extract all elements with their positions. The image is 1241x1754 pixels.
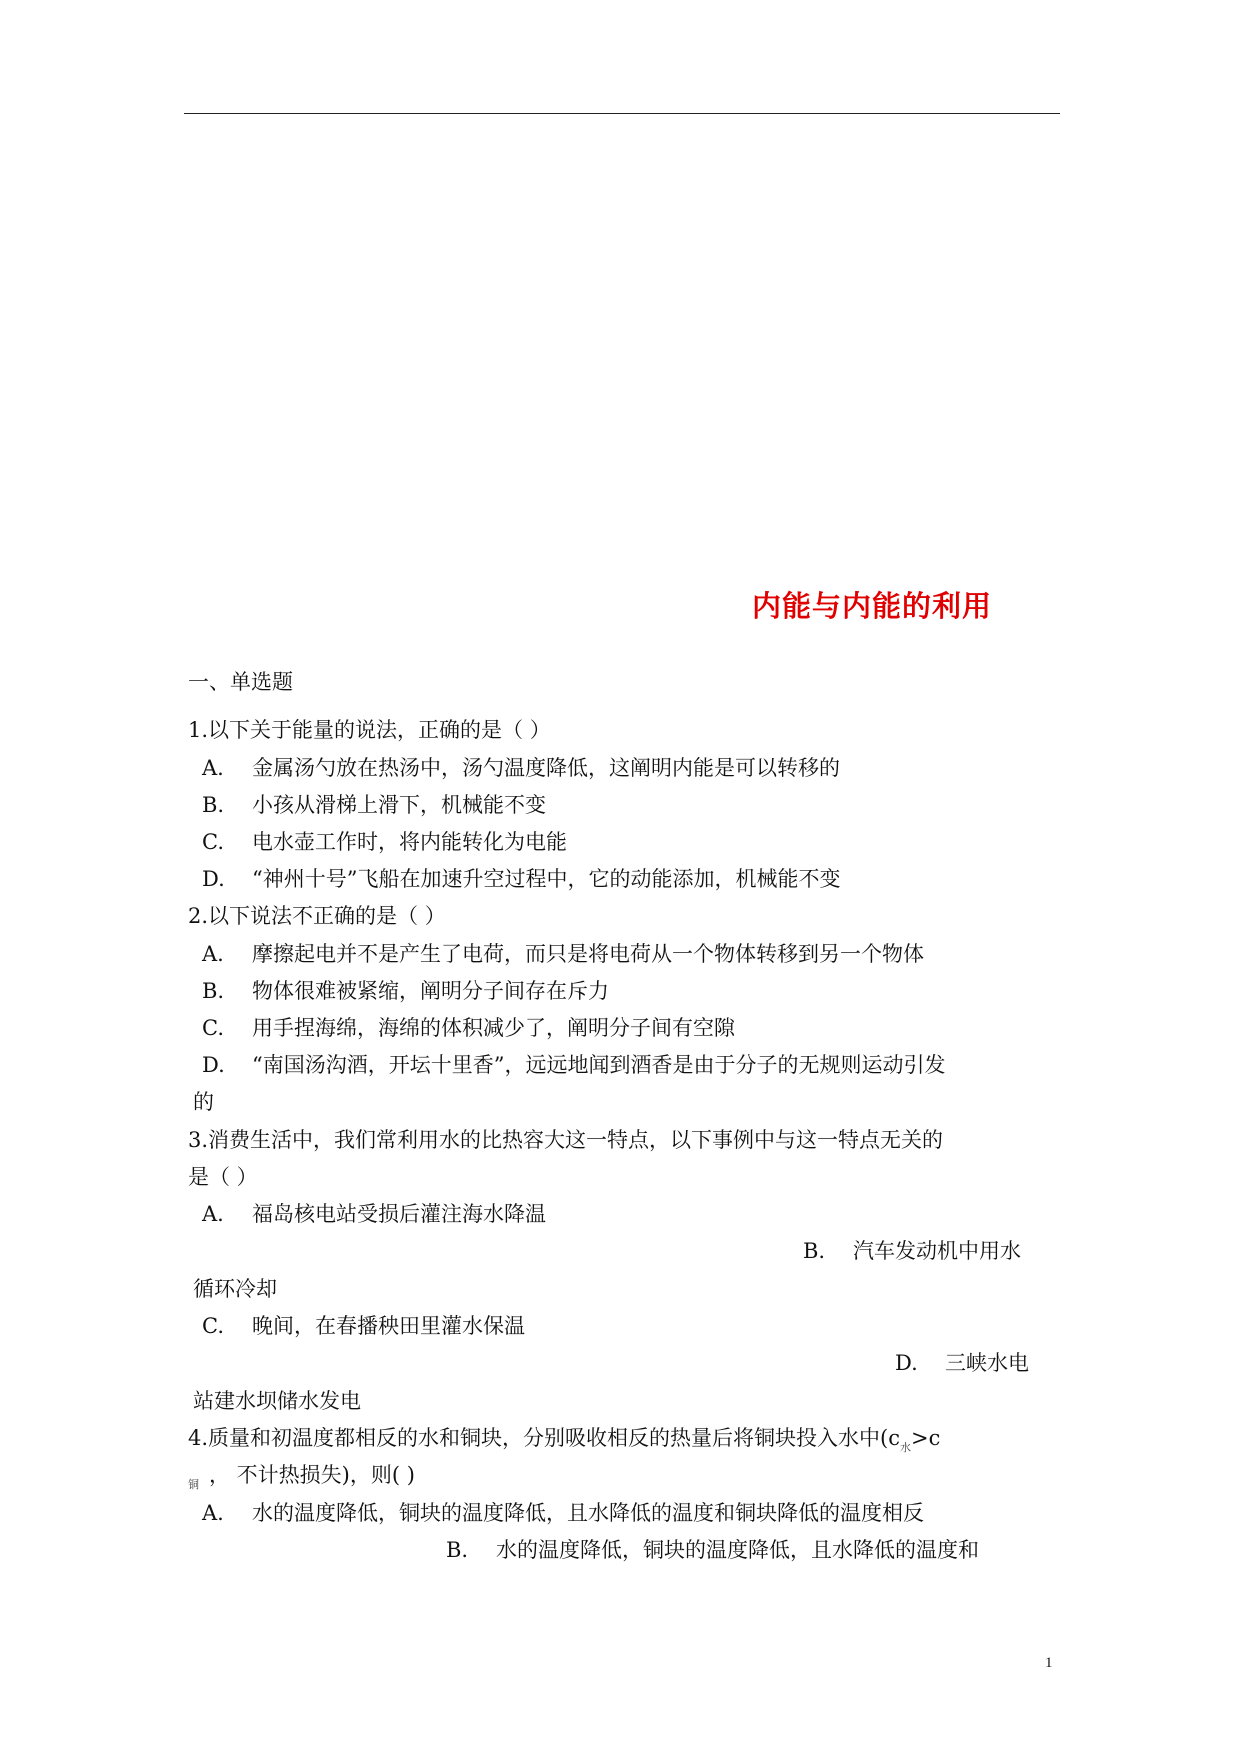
option-text: 三峡水电 [945,1351,1029,1375]
question-4-stem-text-2: ， 不计热损失)，则( ) [209,1463,415,1487]
question-3-option-b [803,1241,1021,1262]
option-label: C. [202,830,224,854]
question-4-stem-text: 4.质量和初温度都相反的水和铜块，分别吸收相反的热量后将铜块投入水中(c [188,1426,900,1450]
option-label: B. [803,1239,826,1263]
option-text: 汽车发动机中用水 [853,1239,1021,1263]
option-label: A. [202,1202,224,1226]
option-text: 水的温度降低，铜块的温度降低，且水降低的温度和铜块降低的温度相反 [252,1501,924,1525]
option-label: B. [446,1538,469,1562]
question-1-stem: 1.以下关于能量的说法，正确的是（ ） [188,718,551,742]
option-text: “神州十号”飞船在加速升空过程中，它的动能添加，机械能不变 [252,867,841,891]
option-label: B. [202,793,225,817]
header-rule [184,113,1060,114]
option-label: D. [202,1053,225,1077]
option-text: 用手捏海绵，海绵的体积减少了，阐明分子间有空隙 [252,1016,735,1040]
question-3-option-c [202,1316,525,1337]
option-text: “南国汤沟酒，开坛十里香”，远远地闻到酒香是由于分子的无规则运动引发 [252,1053,946,1077]
question-4-stem-line-2 [188,1463,415,1491]
question-2-option-c [202,1018,735,1039]
option-label: C. [202,1314,224,1338]
question-1-option-a [202,758,840,779]
option-text: 福岛核电站受损后灌注海水降温 [252,1202,546,1226]
question-1-option-c [202,832,567,853]
option-text: 晚间，在春播秧田里灌水保温 [252,1314,525,1338]
question-4-option-b [446,1540,979,1561]
option-text: 物体很难被紧缩，阐明分子间存在斥力 [252,979,609,1003]
option-label: D. [202,867,225,891]
option-text: 小孩从滑梯上滑下，机械能不变 [252,793,546,817]
question-3-option-d-continuation: 站建水坝储水发电 [193,1389,361,1413]
question-1-option-d [202,869,840,890]
page-number: 1 [1045,1655,1053,1671]
document-title: 内能与内能的利用 [752,589,993,623]
question-3-option-a [202,1204,546,1225]
option-text: 水的温度降低，铜块的温度降低，且水降低的温度和 [496,1538,979,1562]
subscript-copper: 铜 [188,1478,199,1491]
question-2-option-b [202,981,609,1002]
section-heading: 一、单选题 [188,670,293,694]
question-3-stem-line-2: 是（ ） [188,1165,258,1189]
question-2-option-d-continuation: 的 [193,1090,214,1114]
question-4-option-a [202,1503,924,1524]
question-3-option-d [895,1353,1029,1374]
question-3-option-b-continuation: 循环冷却 [193,1277,277,1301]
question-2-stem: 2.以下说法不正确的是（ ） [188,904,446,928]
option-label: A. [202,756,224,780]
option-label: D. [895,1351,918,1375]
question-1-option-b [202,795,546,816]
option-text: 金属汤勺放在热汤中，汤勺温度降低，这阐明内能是可以转移的 [252,756,840,780]
question-4-stem-line-1 [188,1426,941,1454]
option-text: 摩擦起电并不是产生了电荷，而只是将电荷从一个物体转移到另一个物体 [252,942,924,966]
option-text: 电水壶工作时，将内能转化为电能 [252,830,567,854]
greater-than-c: >c [911,1426,941,1450]
question-3-stem-line-1: 3.消费生活中，我们常利用水的比热容大这一特点，以下事例中与这一特点无关的 [188,1128,944,1152]
option-label: C. [202,1016,224,1040]
question-2-option-a [202,944,924,965]
option-label: A. [202,942,224,966]
option-label: B. [202,979,225,1003]
option-label: A. [202,1501,224,1525]
question-2-option-d [202,1055,945,1076]
subscript-water: 水 [900,1441,911,1454]
